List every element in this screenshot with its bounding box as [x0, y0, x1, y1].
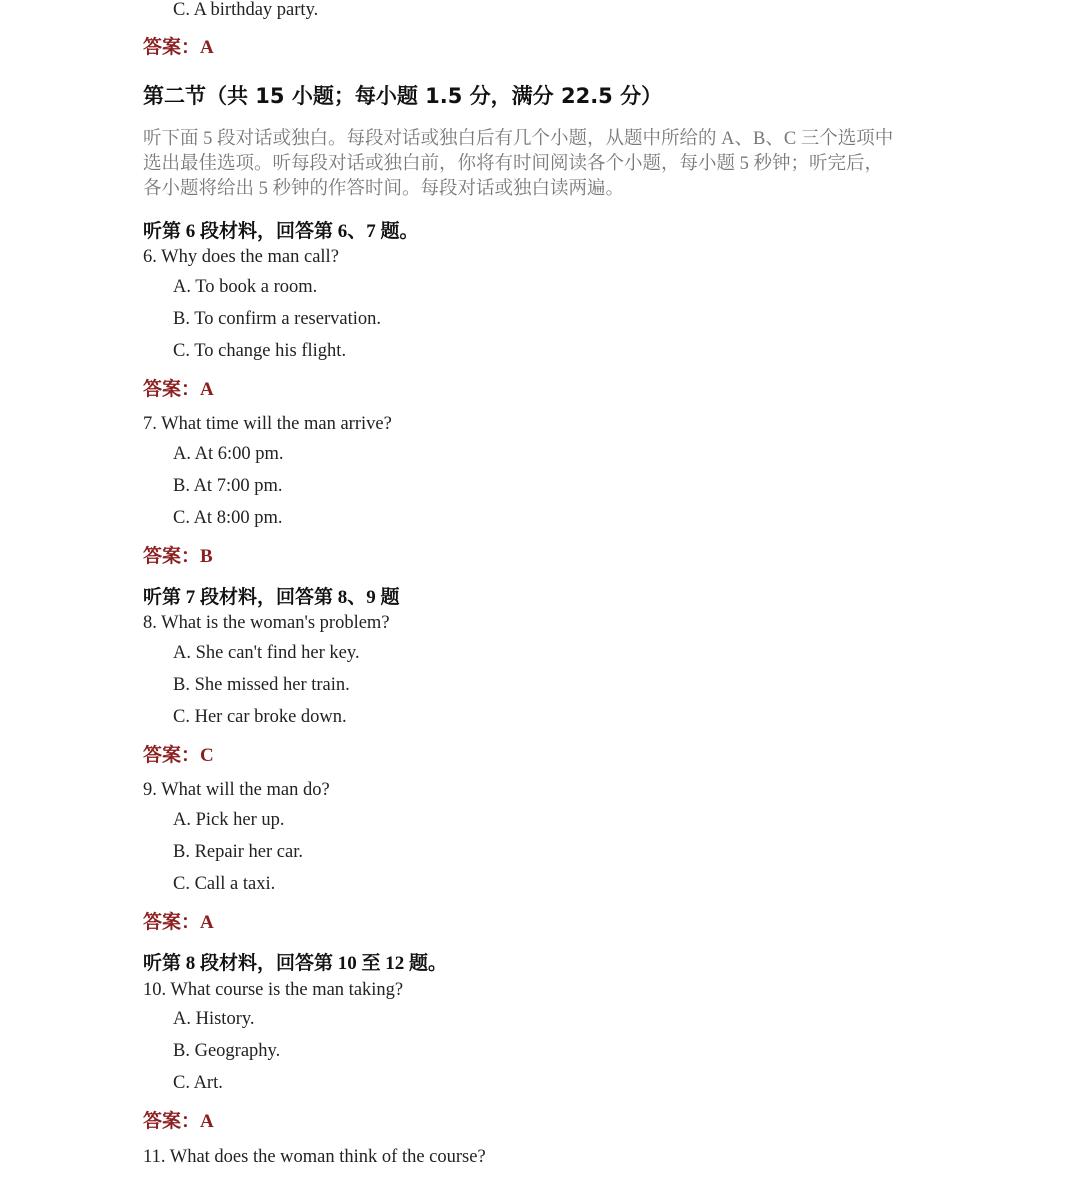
section-title: 第二节（共 15 小题；每小题 1.5 分，满分 22.5 分） — [143, 84, 663, 108]
question-7-option-a: A. At 6:00 pm. — [173, 444, 284, 464]
question-10-answer: 答案：A — [143, 1111, 214, 1132]
question-7-answer: 答案：B — [143, 546, 213, 567]
material-heading: 听第 7 段材料，回答第 8、9 题 — [143, 587, 400, 608]
instructions-line-1: 听下面 5 段对话或独白。每段对话或独白后有几个小题，从题中所给的 A、B、C 三个选项中 — [143, 129, 894, 149]
question-8: 8. What is the woman's problem? — [143, 613, 390, 633]
question-9-option-a: A. Pick her up. — [173, 810, 285, 830]
question-8-option-c: C. Her car broke down. — [173, 707, 347, 727]
answer-label: 答案：A — [143, 37, 214, 58]
question-7: 7. What time will the man arrive? — [143, 414, 392, 434]
question-10-option-b: B. Geography. — [173, 1041, 281, 1061]
question-7-option-b: B. At 7:00 pm. — [173, 476, 283, 496]
instructions-line-2: 选出最佳选项。听每段对话或独白前，你将有时间阅读各个小题，每小题 5 秒钟；听完后， — [143, 154, 884, 174]
question-6-option-b: B. To confirm a reservation. — [173, 309, 381, 329]
question-6-option-a: A. To book a room. — [173, 277, 318, 297]
question-9-option-b: B. Repair her car. — [173, 842, 303, 862]
question-6-option-c: C. To change his flight. — [173, 341, 347, 361]
question-8-option-a: A. She can't find her key. — [173, 643, 360, 663]
material-heading: 听第 6 段材料，回答第 6、7 题。 — [143, 221, 419, 242]
question-10-option-a: A. History. — [173, 1009, 255, 1029]
question-6-answer: 答案：A — [143, 379, 214, 400]
question-9: 9. What will the man do? — [143, 780, 330, 800]
question-9-option-c: C. Call a taxi. — [173, 874, 276, 894]
question-11: 11. What does the woman think of the course? — [143, 1147, 486, 1167]
option-c: C. A birthday party. — [173, 0, 319, 20]
question-6: 6. Why does the man call? — [143, 247, 339, 267]
question-10: 10. What course is the man taking? — [143, 980, 404, 1000]
question-10-option-c: C. Art. — [173, 1073, 223, 1093]
instructions-line-3: 各小题将给出 5 秒钟的作答时间。每段对话或独白读两遍。 — [143, 179, 625, 199]
material-heading: 听第 8 段材料，回答第 10 至 12 题。 — [143, 953, 448, 974]
question-9-answer: 答案：A — [143, 912, 214, 933]
question-8-option-b: B. She missed her train. — [173, 675, 350, 695]
question-8-answer: 答案：C — [143, 745, 214, 766]
question-7-option-c: C. At 8:00 pm. — [173, 508, 283, 528]
